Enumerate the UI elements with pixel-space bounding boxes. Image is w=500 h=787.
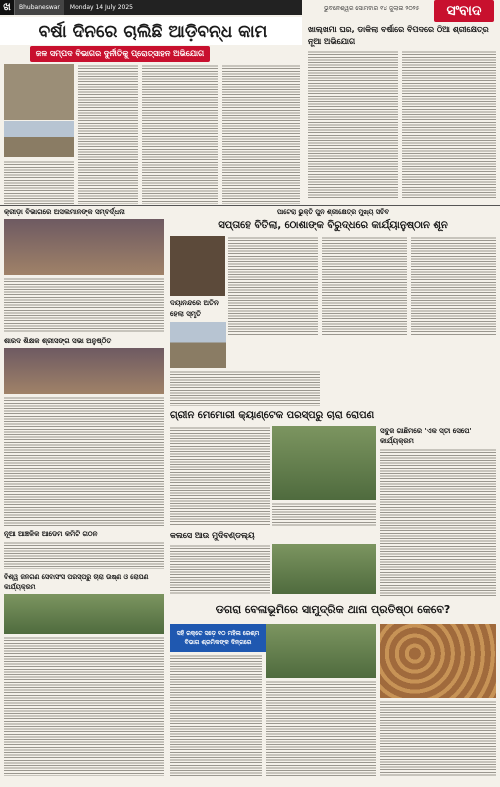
meeting-photo: [4, 348, 164, 394]
right-top-text-2: [402, 50, 496, 200]
story-text: [380, 448, 496, 598]
story-title: ସବୁଜ ଗାଛିମରେ 'ଏକ ସ୍ତୀ ସେପେ' କାର୍ଯ୍ୟକ୍ରମ: [380, 427, 472, 445]
story-title: ଦୟାନନ୍ଦରେ ଅତିନ ହେଲା ସ୍ମୃତି: [170, 299, 219, 318]
story-text: [4, 277, 164, 333]
story-title: କଲସେ ଆଉ ମୁଦିବଣ୍ଡଲ୍ୟ: [170, 531, 255, 540]
top-date-bar: [0, 0, 302, 15]
right-top-headline: ଖାଲ୍‌ଖମା ଘର, ଡାକିଲା ବର୍ଷାରେ ବିପଦରେ ଠିଆ ଶ୍ରୀକ୍ଷେତ୍ର ନୂଆ ଅଭିଯୋଗ: [308, 25, 489, 46]
divider: [0, 205, 500, 206]
story-headline: ଗ୍ରୀନ ମେମୋରୀ କ୍ୟାଣ୍ଟେକ ପରସ୍ପରୁ ଚାରା ରୋପଣ: [170, 410, 375, 421]
lead-text-col-0: [4, 160, 74, 204]
event-photo: [272, 544, 376, 594]
edition-date: Monday 14 July 2025: [69, 4, 133, 11]
story-headline: ଡଗରା ବେଳାଭୂମିରେ ସାମୁଦ୍ରିକ ଥାନା ପ୍ରତିଷ୍ଠା କେବେ?: [215, 603, 451, 616]
story-title: କ୍ରୀଡ଼ା ବିଭାଗରେ ଅସଲମାନଙ୍କ ସମ୍ବର୍ଦ୍ଧନା: [4, 208, 125, 216]
story-title: ବିଶ୍ୱ ଜନଗଣ ସେବାସଂସ ପରସ୍ପରୁ ଚାରା ଉଷ୍ଣ ଓ ରୋପଣ କାର୍ଯ୍ୟକ୍ରମ: [4, 573, 149, 591]
story-title: ନୂଆ ଆଞ୍ଚଳିକ ଆଡେମ କମିଟି ଗଠନ: [4, 530, 98, 538]
edition-city: Bhubaneswar: [15, 0, 64, 15]
building-photo: [170, 322, 226, 368]
plantation-photo: [4, 594, 164, 634]
story-kicker: ପାଟେରା ଭୁକ୍ତି ପୁନ ଶ୍ରୀକ୍ଷେତ୍ର ମୁଖ୍ୟ ସଚିବ: [276, 208, 390, 216]
story-title: ଶାରଦ ଶିକ୍ଷକ ଶ୍ରୀସଙ୍ଗ ସଭା ଅନୁଷ୍ଠିତ: [4, 337, 112, 345]
story-text: [228, 236, 318, 336]
story-text: [170, 654, 262, 776]
story-text: [266, 680, 376, 776]
story-text: [170, 544, 270, 594]
story-text: [4, 636, 164, 776]
story-text: [4, 541, 164, 569]
masthead-area: [302, 0, 500, 20]
page-logo: ଖ: [0, 0, 15, 15]
story-text: [4, 396, 164, 526]
sports-photo: [4, 219, 164, 275]
story-text: [272, 502, 376, 526]
sidebar-box-title: ସହି ରକ୍ତେ ସଡ଼େ ୧୦ ମହିଳା ରେଶ୍ମ ବିଭାଗ ଶ୍ରମିକଙ୍କ ଦିନ୍ଗରେ: [170, 624, 266, 652]
lead-headline: ବର୍ଷା ଦିନରେ ଚାଲିଛି ଆଡ଼ିବନ୍ଧ କାମ: [38, 22, 268, 42]
story-text: [411, 236, 496, 336]
story-text: [380, 700, 496, 776]
lead-text-col-1: [78, 64, 138, 204]
lead-photo-2: [4, 121, 74, 157]
right-top-text-1: [308, 50, 398, 200]
beach-photo: [266, 624, 376, 678]
timber-photo: [380, 624, 496, 698]
lead-text-col-3: [222, 64, 300, 204]
story-headline: ସପ୍ତାହେ ବିତିଲା, ଠୋଶାଙ୍କ ବିରୁଦ୍ଧରେ କାର୍ଯ୍ୟାନୁଷ୍ଠାନ ଶୂନ: [218, 220, 448, 231]
story-text: [322, 236, 407, 336]
odia-date: ଭୁବନେଶ୍ୱର ସୋମବାର ୧୪ ଜୁଲାଇ ୨୦୨୫: [324, 5, 420, 12]
story-text: [170, 426, 270, 526]
lead-text-col-2: [142, 64, 218, 204]
portrait-photo: [170, 236, 225, 296]
lead-photo-1: [4, 64, 74, 120]
newspaper-masthead: ସଂବାଦ: [434, 0, 494, 22]
lead-subheadline: ଜଳ ସମ୍ପଦ ବିଭାଗର ଦୁର୍ନୀତିକୁ ପ୍ରୋତ୍ସାହନ ଅଭିଯୋଗ: [30, 46, 210, 62]
plantation-photo: [272, 426, 376, 500]
story-text: [170, 370, 320, 406]
